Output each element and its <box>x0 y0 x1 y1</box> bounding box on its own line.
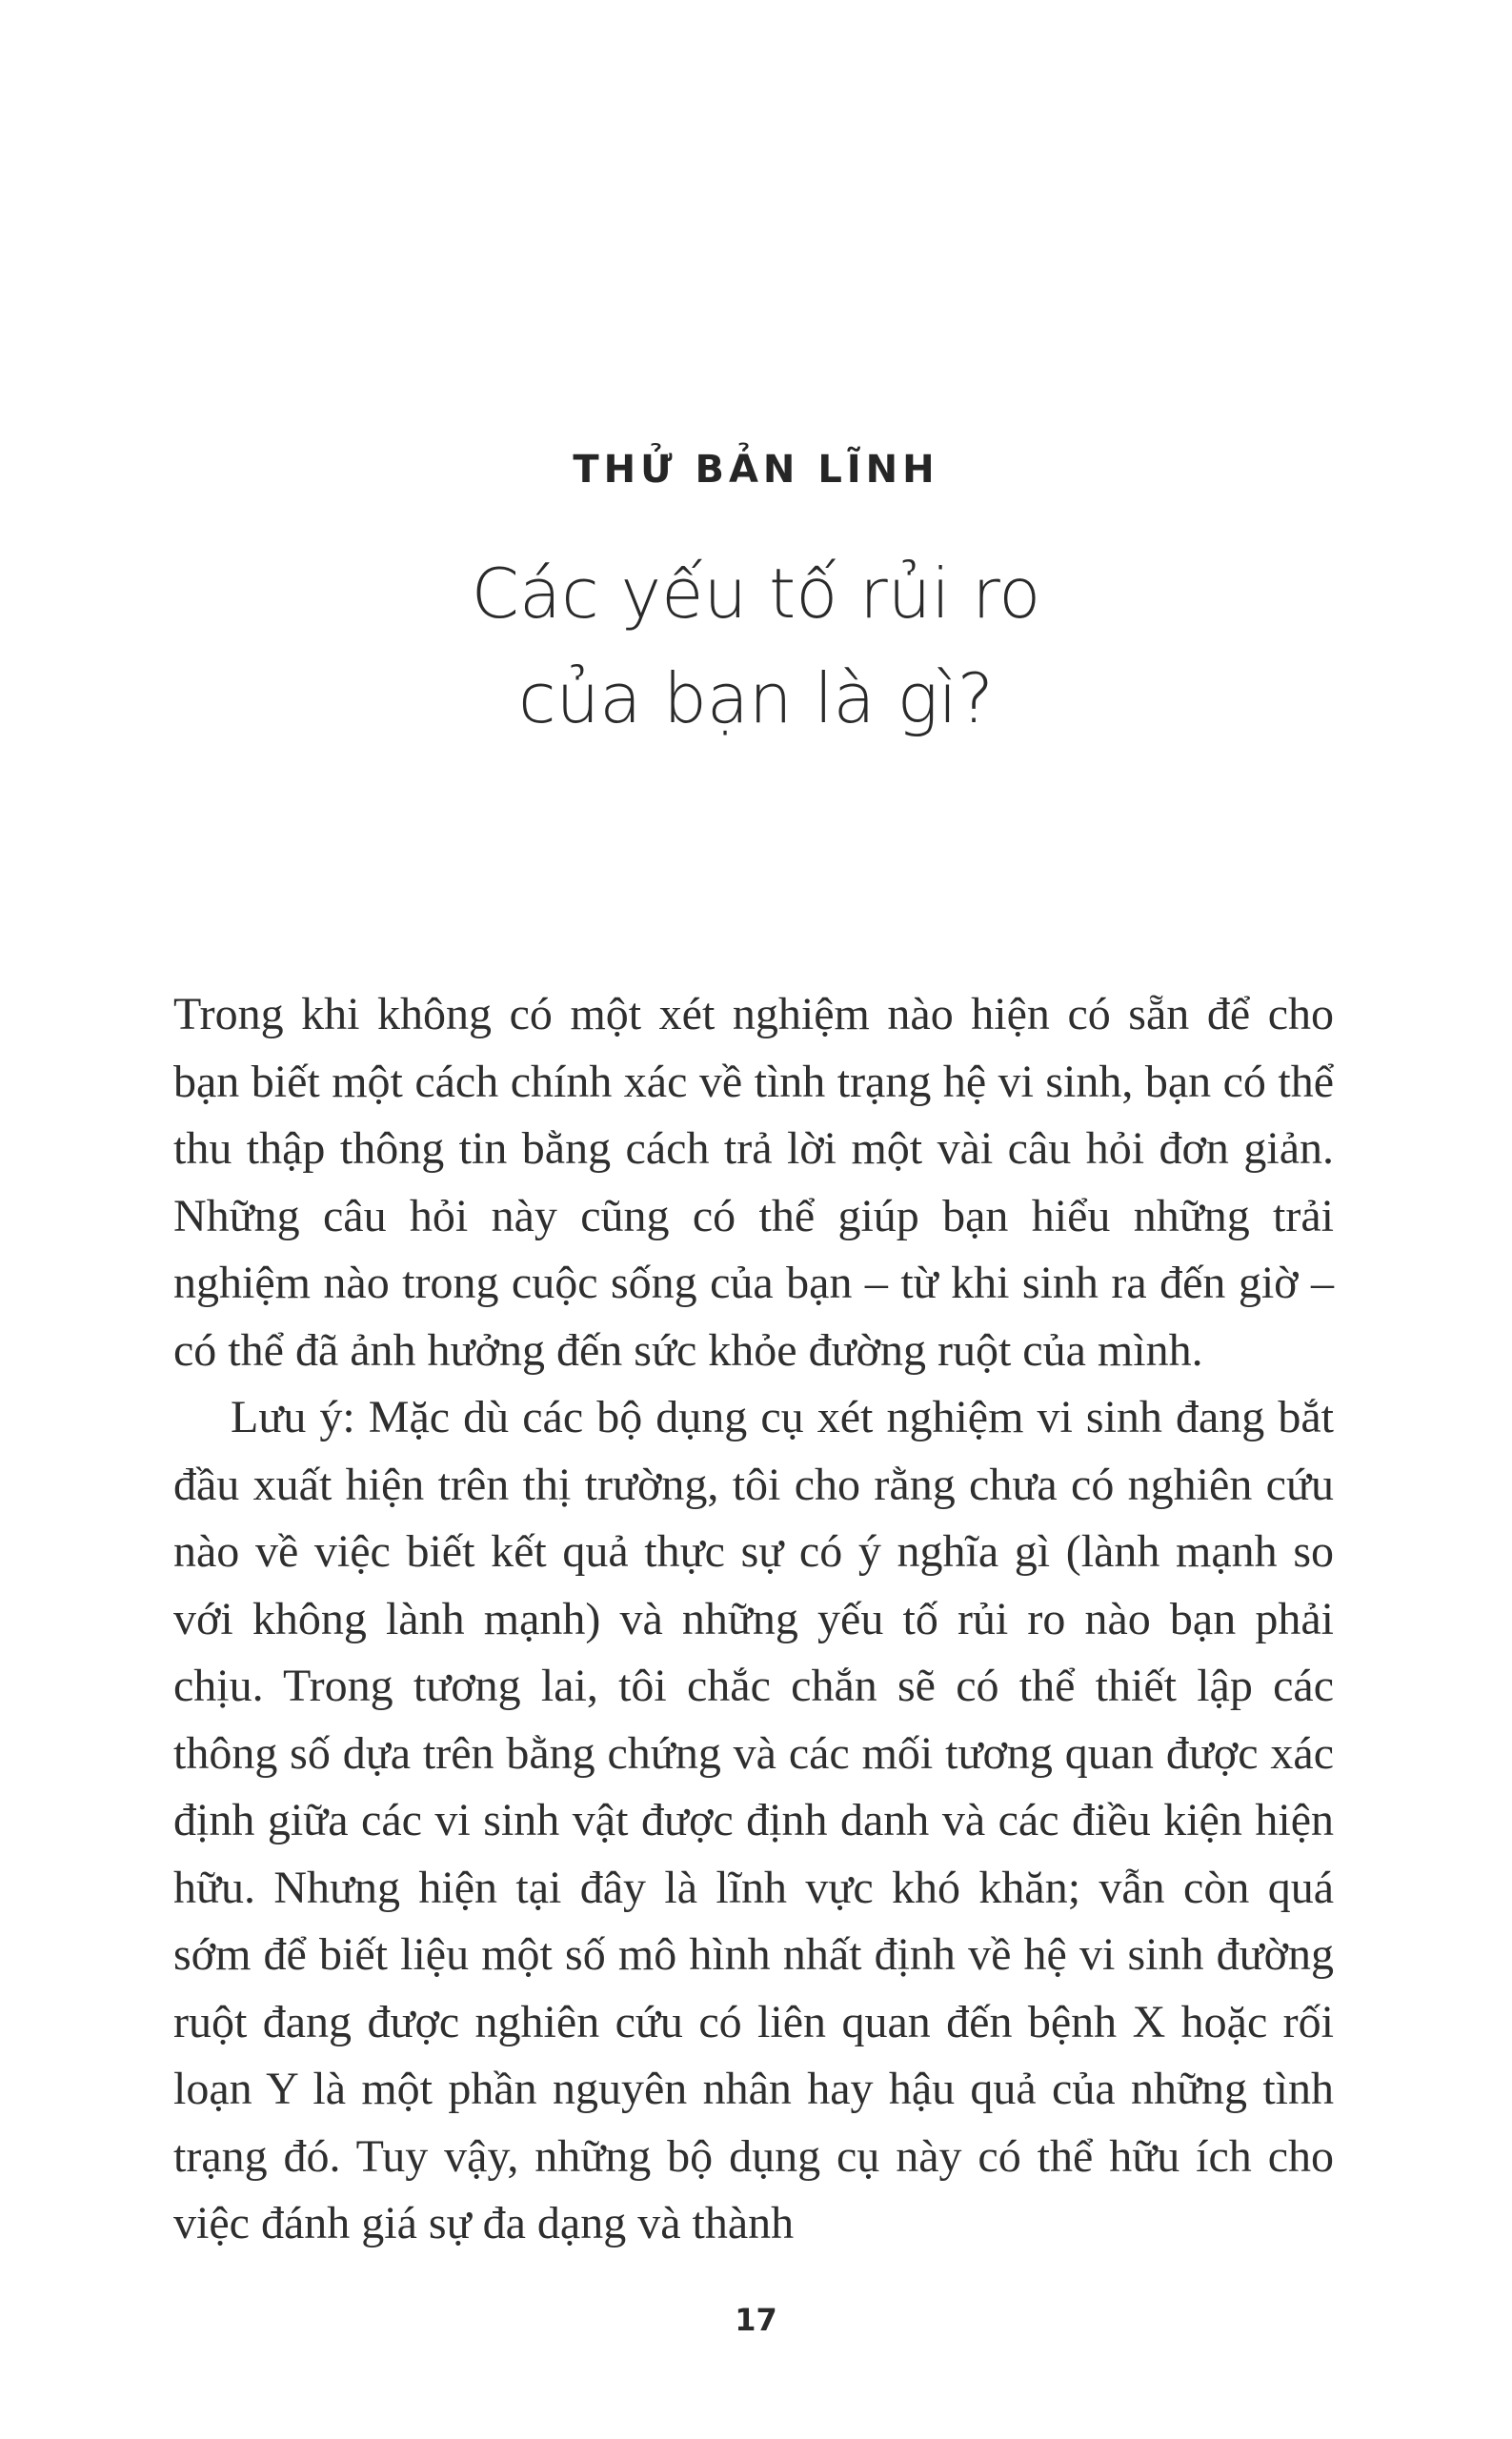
paragraph-2: Lưu ý: Mặc dù các bộ dụng cụ xét nghiệm vi sinh đang bắt đầu xuất hiện trên thị trường, tôi cho rằng chưa có nghiên cứu nào về việc biết kết quả thực sự có ý nghĩa gì (lành mạnh so với không lành mạnh) và những yếu tố rủi ro nào bạn phải chịu. Trong tương lai, tôi chắc chắn sẽ có thể thiết lập các thông số dựa trên bằng chứng và các mối tương quan được xác định giữa các vi sinh vật được định danh và các điều kiện hiện hữu. Nhưng hiện tại đây là lĩnh vực khó khăn; vẫn còn quá sớm để biết liệu một số mô hình nhất định về hệ vi sinh đường ruột đang được nghiên cứu có liên quan đến bệnh X hoặc rối loạn Y là một phần nguyên nhân hay hậu quả của những tình trạng đó. Tuy vậy, những bộ dụng cụ này có thể hữu ích cho việc đánh giá sự đa dạng và thành <box>173 1392 1334 2248</box>
section-label: THỬ BẢN LĨNH <box>573 448 939 492</box>
title-line-1: Các yếu tố rủi ro <box>471 554 1041 634</box>
title-line-2: của bạn là gì? <box>517 658 994 738</box>
chapter-title <box>0 541 1512 751</box>
paragraph-1: Trong khi không có một xét nghiệm nào hiện có sẵn để cho bạn biết một cách chính xác về tình trạng hệ vi sinh, bạn có thể thu thập thông tin bằng cách trả lời một vài câu hỏi đơn giản. Những câu hỏi này cũng có thể giúp bạn hiểu những trải nghiệm nào trong cuộc sống của bạn – từ khi sinh ra đến giờ – có thể đã ảnh hưởng đến sức khỏe đường ruột của mình. <box>173 989 1334 1376</box>
page-number: 17 <box>735 2302 777 2338</box>
body-text <box>173 981 1334 2258</box>
